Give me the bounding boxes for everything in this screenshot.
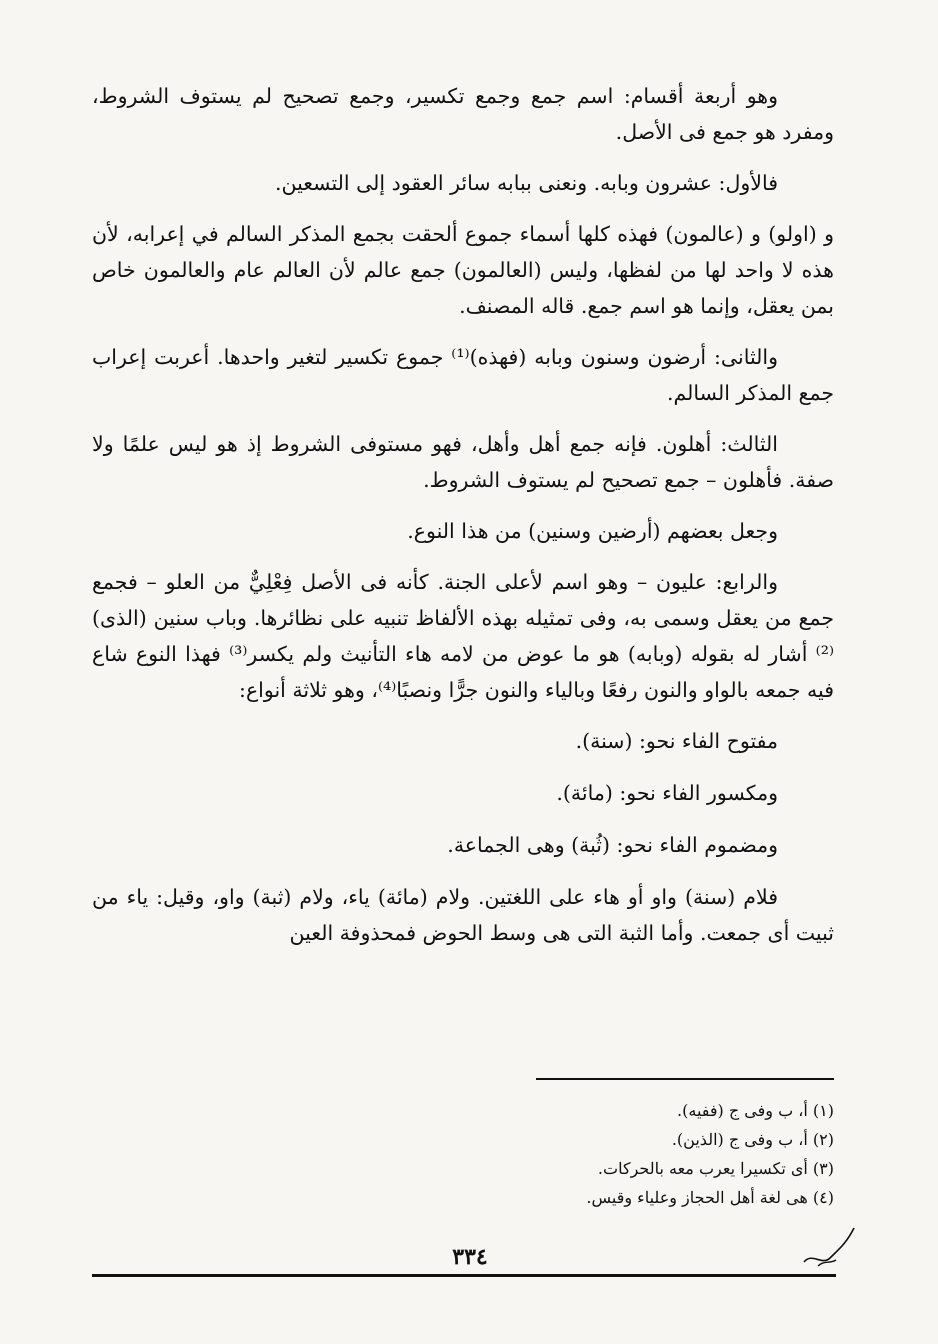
list-item-kasr: ومكسور الفاء نحو: (مائة). [556,781,778,805]
footnote-divider [536,1078,834,1080]
paragraph-second: والثانى: أرضون وسنون وبابه (فهذه)⁽¹⁾ جموع تكسير لتغير واحدها. أعربت إعراب جمع المذكر السالم. [92,345,834,405]
list-item-damm: ومضموم الفاء نحو: (ثُبة) وهى الجماعة. [447,833,778,857]
paragraph-third: الثالث: أهلون. فإنه جمع أهل وأهل، فهو مستوفى الشروط إذ هو ليس علمًا ولا صفة. فأهلون – جمع تصحيح لم يستوف الشروط. [92,432,834,492]
paragraph-ulu: و (اولو) و (عالمون) فهذه كلها أسماء جموع ألحقت بجمع المذكر السالم في إعرابه، لأن هذه لا واحد لها من لفظها، وليس (العالمون) جمع عالم لأن العالم عام والعالمون خاص بمن يعقل، وإنما هو اسم جمع. قاله المصنف. [92,222,834,318]
footnote-4: (٤) هى لغة أهل الحجاز وعلياء وقيس. [586,1188,834,1207]
paragraph-fourth: والرابع: عليون – وهو اسم لأعلى الجنة. كأنه فى الأصل فِعْلِيٌّ من العلو – فجمع جمع من يعقل وسمى به، وفى تمثيله بهذه الألفاظ تنبيه على نظائرها. وباب سنين (الذى)⁽²⁾ أشار له بقوله (وبابه) هو ما عوض من لامه هاء التأنيث ولم يكسر⁽³⁾ فهذا النوع شاع فيه جمعه بالواو والنون رفعًا وبالياء والنون جرًّا ونصبًا⁽⁴⁾، وهو ثلاثة أنواع: [92,570,834,702]
footnote-1: (١) أ، ب وفى ج (ففيه). [677,1101,834,1120]
paragraph-lam: فلام (سنة) واو أو هاء على اللغتين. ولام (مائة) ياء، ولام (ثبة) واو، وقيل: ياء من ثبيت أى جمعت. وأما الثبة التى هى وسط الحوض فمحذوفة العين [92,885,834,945]
paragraph-intro: وهو أربعة أقسام: اسم جمع وجمع تكسير، وجمع تصحيح لم يستوف الشروط، ومفرد هو جمع فى الأصل. [92,84,834,144]
handwritten-mark [800,1222,860,1272]
bottom-rule [92,1274,836,1277]
body-text [92,78,834,966]
page-number: ٣٣٤ [452,1244,488,1270]
paragraph-some: وجعل بعضهم (أرضين وسنين) من هذا النوع. [407,519,778,543]
footnote-2: (٢) أ، ب وفى ج (الذين). [671,1130,834,1149]
footnotes [430,1096,834,1212]
paragraph-first: فالأول: عشرون وبابه. ونعنى ببابه سائر العقود إلى التسعين. [274,171,778,195]
footnote-3: (٣) أى تكسيرا يعرب معه بالحركات. [597,1159,834,1178]
list-item-fath: مفتوح الفاء نحو: (سنة). [575,729,778,753]
